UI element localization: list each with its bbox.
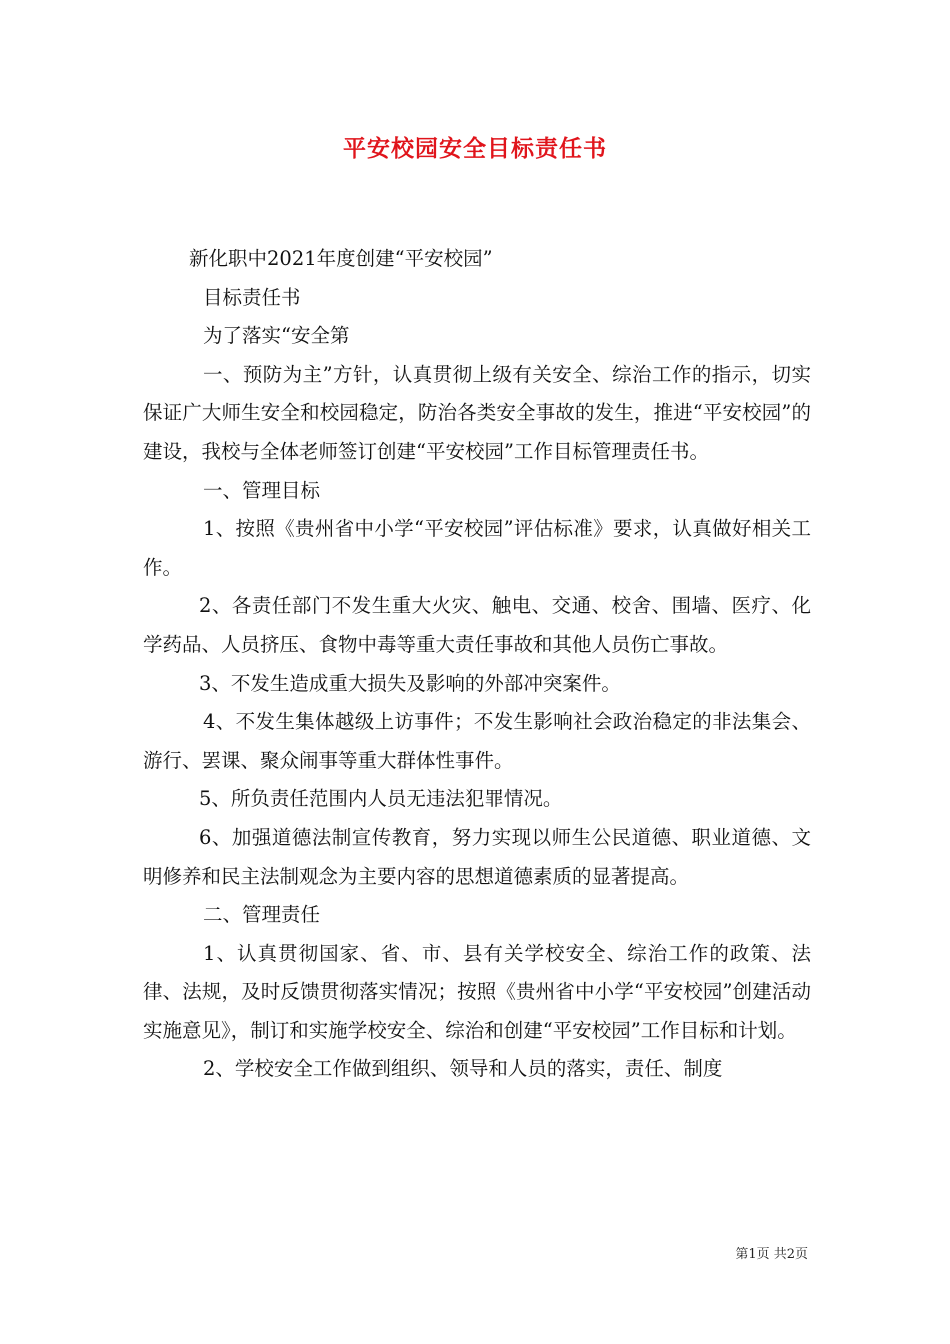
- heading-management-goals: 一、管理目标: [203, 478, 321, 502]
- document-title: 平安校园安全目标责任书: [343, 135, 607, 162]
- responsibility-item-1: 1、认真贯彻国家、省、市、县有关学校安全、综治工作的政策、法律、法规，及时反馈贯彻落实情况；按照《贵州省中小学“平安校园”创建活动实施意见》，制订和实施学校安全、综治和创建“平安校园”工作目标和计划。: [143, 941, 811, 1042]
- heading-management-responsibility: 二、管理责任: [203, 903, 321, 927]
- goal-item-4: 4、不发生集体越级上访事件；不发生影响社会政治稳定的非法集会、游行、罢课、聚众闹事等重大群体性事件。: [143, 710, 811, 772]
- goal-item-5: 5、所负责任范围内人员无违法犯罪情况。: [199, 787, 563, 811]
- goal-item-2: 2、各责任部门不发生重大火灾、触电、交通、校舍、围墙、医疗、化学药品、人员挤压、食物中毒等重大责任事故和其他人员伤亡事故。: [143, 594, 811, 656]
- goal-item-6: 6、加强道德法制宣传教育，努力实现以师生公民道德、职业道德、文明修养和民主法制观念为主要内容的思想道德素质的显著提高。: [143, 825, 811, 888]
- goal-item-3: 3、不发生造成重大损失及影响的外部冲突案件。: [199, 671, 621, 695]
- page-number: 第1页 共2页: [735, 1247, 808, 1262]
- goal-item-1: 1、按照《贵州省中小学“平安校园”评估标准》要求，认真做好相关工作。: [143, 517, 811, 579]
- paragraph-subtitle: 目标责任书: [203, 285, 301, 309]
- responsibility-item-2: 2、学校安全工作做到组织、领导和人员的落实，责任、制度: [203, 1057, 723, 1081]
- paragraph-intro: 一、预防为主”方针，认真贯彻上级有关安全、综治工作的指示，切实保证广大师生安全和校园稳定，防治各类安全事故的发生，推进“平安校园”的建设，我校与全体老师签订创建“平安校园”工作目标管理责任书。: [143, 362, 811, 463]
- document-body: [143, 240, 811, 1089]
- paragraph-school-year: 新化职中2021年度创建“平安校园”: [189, 247, 493, 270]
- paragraph-intro-start: 为了落实“安全第: [203, 324, 350, 348]
